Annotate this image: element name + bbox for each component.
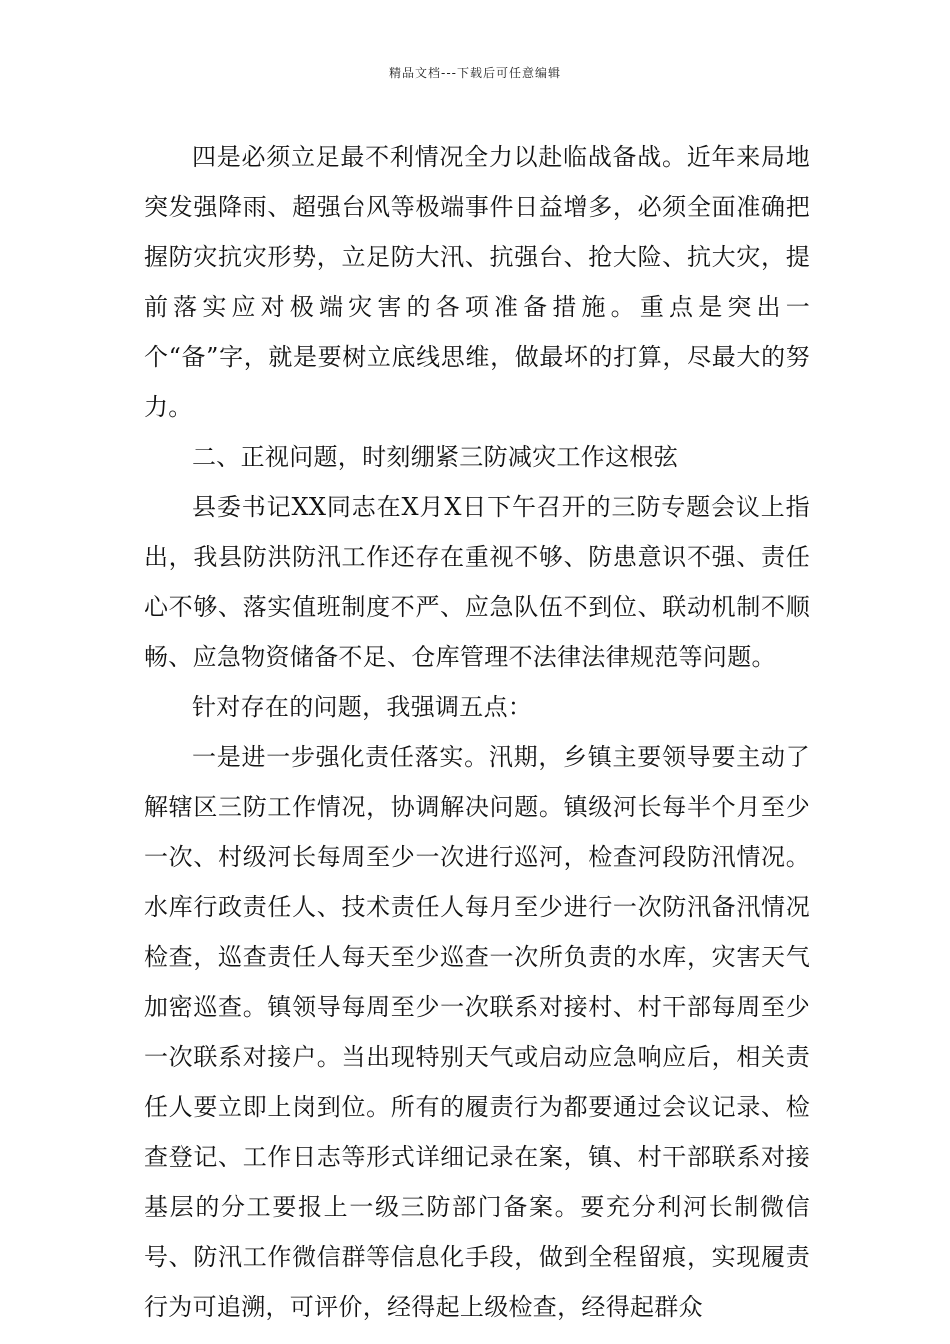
paragraph-responsibility: 一是进一步强化责任落实。汛期，乡镇主要领导要主动了解辖区三防工作情况，协调解决问题。镇级河长每半个月至少一次、村级河长每周至少一次进行巡河，检查河段防汛情况。水库行政责任人、技术责任人每月至少进行一次防汛备汛情况检查，巡查责任人每天至少巡查一次所负责的水库，灾害天气加密巡查。镇领导每周至少一次联系对接村、村干部每周至少一次联系对接户。当出现特别天气或启动应急响应后，相关责任人要立即上岗到位。所有的履责行为都要通过会议记录、检查登记、工作日志等形式详细记录在案，镇、村干部联系对接基层的分工要报上一级三防部门备案。要充分利河长制微信号、防汛工作微信群等信息化手段，做到全程留痕，实现履责行为可追溯，可评价，经得起上级检查，经得起群众 — [144, 743, 810, 1321]
section-heading-problems: 二、正视问题，时刻绷紧三防减灾工作这根弦 — [192, 443, 678, 471]
paragraph-secretary-remarks: 县委书记XX同志在X月X日下午召开的三防专题会议上指出，我县防洪防汛工作还存在重视不够、防患意识不强、责任心不够、落实值班制度不严、应急队伍不到位、联动机制不顺畅、应急物资储备不足、仓库管理不法律法律规范等问题。 — [144, 493, 810, 671]
paragraph-preparedness: 四是必须立足最不利情况全力以赴临战备战。近年来局地突发强降雨、超强台风等极端事件日益增多，必须全面准确把握防灾抗灾形势，立足防大汛、抗强台、抢大险、抗大灾，提前落实应对极端灾害的各项准备措施。重点是突出一个“备”字，就是要树立底线思维，做最坏的打算，尽最大的努力。 — [144, 143, 810, 421]
page-header: 精品文档---下载后可任意编辑 — [389, 66, 561, 80]
paragraph-five-points-intro: 针对存在的问题，我强调五点： — [192, 693, 533, 721]
document-body — [144, 132, 810, 1332]
